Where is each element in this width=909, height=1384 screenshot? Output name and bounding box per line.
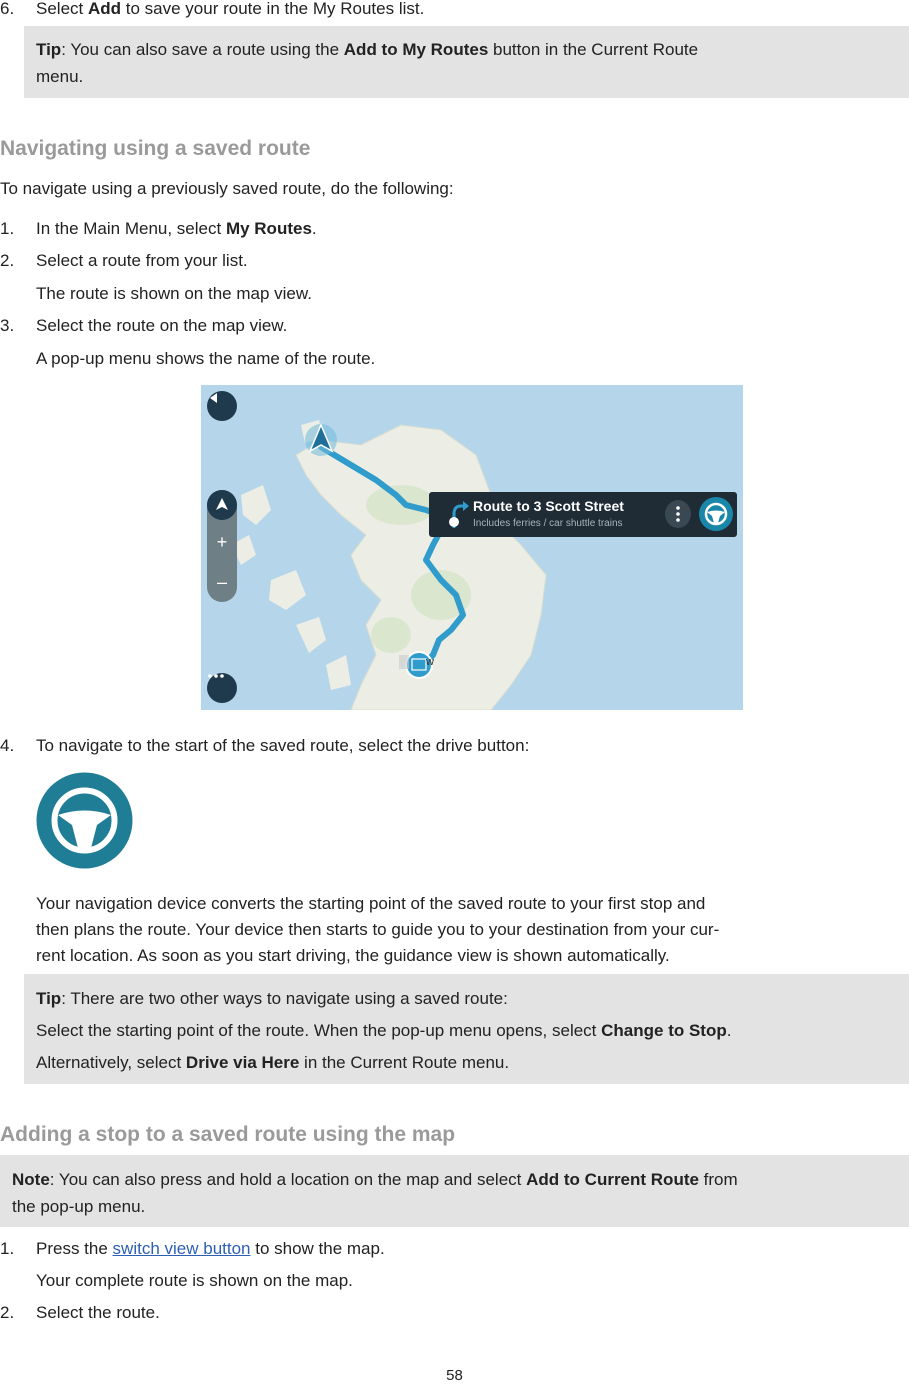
tip-box (24, 974, 909, 1084)
step-text: To navigate to the start of the saved route, select the drive button: (36, 736, 530, 755)
step-note: The route is shown on the map view. (36, 284, 312, 303)
switch-view-button-link[interactable]: switch view button (112, 1239, 251, 1258)
drive-button-icon (36, 772, 133, 869)
zoom-out-button[interactable]: – (216, 572, 227, 592)
section-heading: Adding a stop to a saved route using the map (0, 1123, 456, 1146)
zoom-in-button[interactable]: + (216, 532, 228, 552)
tip-line: menu. (36, 67, 84, 86)
main-menu-button[interactable] (207, 673, 237, 703)
city-label: w (426, 656, 434, 668)
step-number: 1. (0, 219, 15, 238)
tip-line: Tip: You can also save a route using the Add to My Routes button in the Current Route (36, 40, 699, 59)
back-button[interactable] (207, 391, 237, 421)
note-box (0, 1155, 909, 1227)
body-text: Your navigation device converts the starting point of the saved route to your first stop and (36, 894, 706, 913)
step-number: 3. (0, 316, 15, 335)
more-icon (207, 673, 225, 679)
route-popup-menu[interactable] (429, 492, 737, 537)
scotland-map (201, 385, 743, 710)
north-arrow-icon (207, 490, 237, 520)
step-number: 2. (0, 251, 15, 270)
popup-title: Route to 3 Scott Street (473, 498, 624, 514)
tip-line: Select the starting point of the route. When the pop-up menu opens, select Change to Stop. (36, 1021, 732, 1040)
zoom-controls (207, 490, 237, 602)
step-text: Select the route on the map view. (36, 316, 288, 335)
step-text: Select the route. (36, 1303, 160, 1322)
note-line: the pop-up menu. (12, 1197, 146, 1216)
map-screenshot (201, 385, 743, 710)
body-text: rent location. As soon as you start driving, the guidance view is shown automatically. (36, 946, 670, 965)
section-heading: Navigating using a saved route (0, 137, 311, 160)
intro-text: To navigate using a previously saved route, do the following: (0, 179, 454, 198)
step-text: Select a route from your list. (36, 251, 248, 270)
route-icon (439, 498, 469, 530)
tip-line: Alternatively, select Drive via Here in the Current Route menu. (36, 1053, 510, 1072)
step-note: A pop-up menu shows the name of the route. (36, 349, 376, 368)
popup-subtitle: Includes ferries / car shuttle trains (473, 518, 623, 529)
step-text: In the Main Menu, select My Routes. (36, 219, 317, 238)
compass-button[interactable] (207, 490, 237, 520)
step-text: Press the switch view button to show the map. (36, 1239, 385, 1258)
note-line: Note: You can also press and hold a location on the map and select Add to Current Route from (12, 1170, 738, 1189)
popup-more-button[interactable] (665, 500, 691, 528)
body-text: then plans the route. Your device then starts to guide you to your destination from your cur- (36, 920, 720, 939)
more-vertical-icon (665, 500, 691, 528)
tip-box (24, 26, 909, 98)
back-arrow-icon (207, 391, 221, 405)
step-number: 6. (0, 0, 15, 18)
step-6-text: Select Add to save your route in the My Routes list. (36, 0, 425, 18)
step-number: 4. (0, 736, 15, 755)
step-note: Your complete route is shown on the map. (36, 1271, 353, 1290)
steering-wheel-icon (699, 497, 733, 531)
step-number: 2. (0, 1303, 15, 1322)
tip-line: Tip: There are two other ways to navigate using a saved route: (36, 989, 508, 1008)
page-number: 58 (446, 1367, 463, 1384)
popup-drive-button[interactable] (699, 497, 733, 531)
step-number: 1. (0, 1239, 15, 1258)
